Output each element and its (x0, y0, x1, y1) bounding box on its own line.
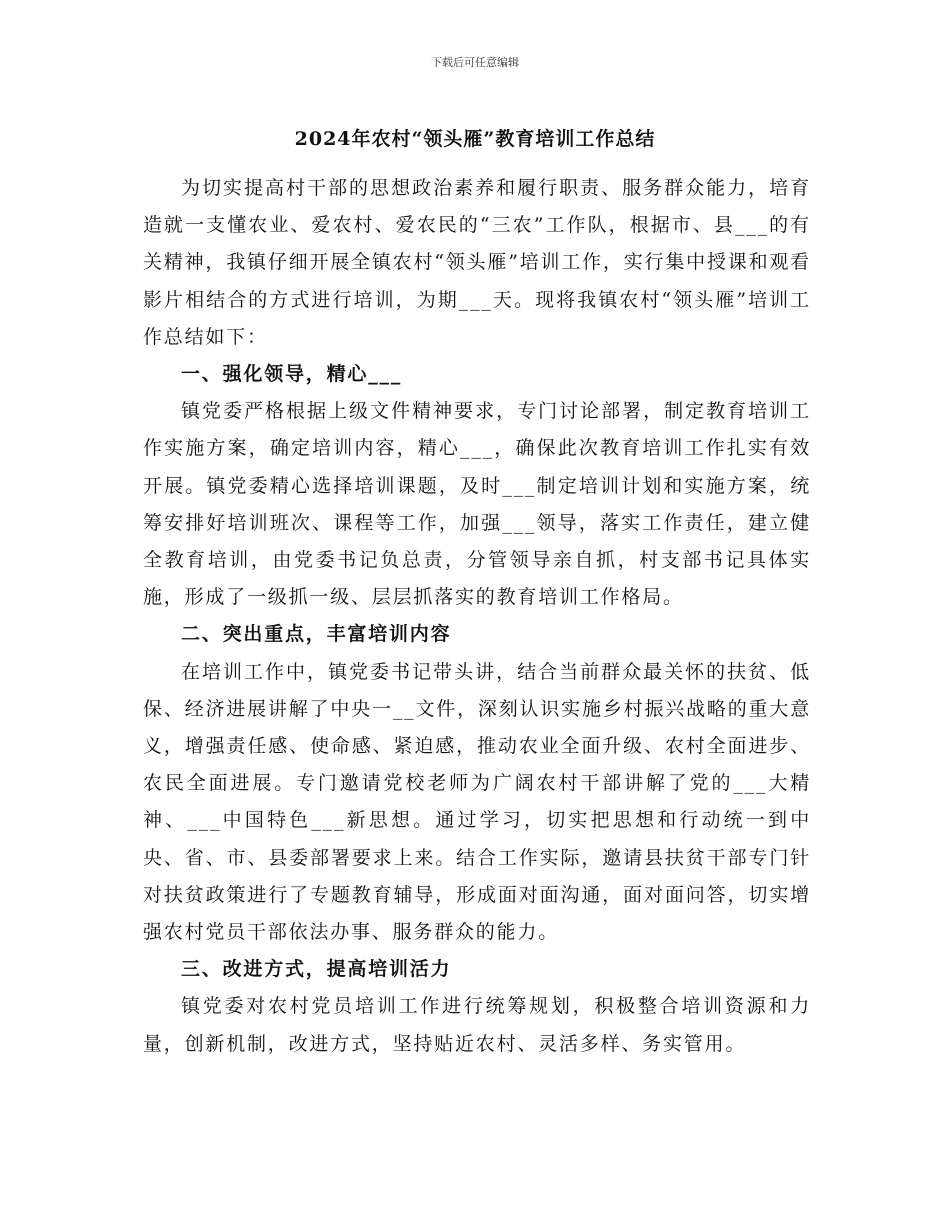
section-heading-2: 二、突出重点，丰富培训内容 (181, 623, 452, 646)
document-body (143, 170, 811, 1063)
section-paragraph-1: 镇党委严格根据上级文件精神要求，专门讨论部署，制定教育培训工作实施方案，确定培训内容，精心___，确保此次教育培训工作扎实有效开展。镇党委精心选择培训课题，及时___制定培训计划和实施方案，统筹安排好培训班次、课程等工作，加强___领导，落实工作责任，建立健全教育培训，由党委书记负总责，分管领导亲自抓，村支部书记具体实施，形成了一级抓一级、层层抓落实的教育培训工作格局。 (143, 400, 811, 609)
section-heading-1: 一、强化领导，精心___ (181, 363, 403, 386)
section-paragraph-3: 镇党委对农村党员培训工作进行统筹规划，积极整合培训资源和力量，创新机制，改进方式，坚持贴近农村、灵活多样、务实管用。 (143, 995, 811, 1055)
section-paragraph-2: 在培训工作中，镇党委书记带头讲，结合当前群众最关怀的扶贫、低保、经济进展讲解了中央一__文件，深刻认识实施乡村振兴战略的重大意义，增强责任感、使命感、紧迫感，推动农业全面升级、农村全面进步、农民全面进展。专门邀请党校老师为广阔农村干部讲解了党的___大精神、___中国特色___新思想。通过学习，切实把思想和行动统一到中央、省、市、县委部署要求上来。结合工作实际，邀请县扶贫干部专门针对扶贫政策进行了专题教育辅导，形成面对面沟通，面对面问答，切实增强农村党员干部依法办事、服务群众的能力。 (143, 660, 811, 944)
intro-paragraph: 为切实提高村干部的思想政治素养和履行职责、服务群众能力，培育造就一支懂农业、爱农村、爱农民的“三农”工作队，根据市、县___的有关精神，我镇仔细开展全镇农村“领头雁”培训工作，实行集中授课和观看影片相结合的方式进行培训，为期___天。现将我镇农村“领头雁”培训工作总结如下： (143, 177, 811, 348)
section-heading-3: 三、改进方式，提高培训活力 (181, 958, 452, 981)
document-title: 2024年农村“领头雁”教育培训工作总结 (294, 128, 656, 150)
header-note: 下载后可任意编辑 (431, 56, 519, 69)
